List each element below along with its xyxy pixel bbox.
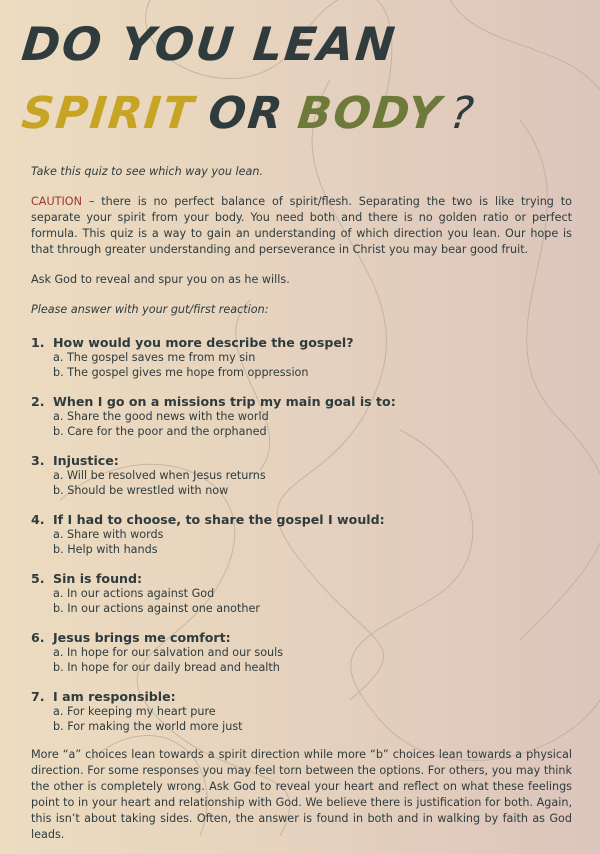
caution-text: – there is no perfect balance of spirit/flesh. Separating the two is like trying to separate your spirit from your body. You need both and there is no golden ratio or perfect formula. This quiz is a way to gain an understanding of which direction you lean. Our hope is that through greater understanding and perseverance in Christ you may bear good fruit.: [31, 195, 572, 256]
caution-paragraph: [31, 194, 572, 258]
title-line-1: DO YOU LEAN: [19, 17, 400, 71]
answer-b: b. For making the world more just: [53, 719, 243, 733]
answer-b: b. The gospel gives me hope from oppression: [53, 365, 309, 379]
question-number: 7.: [31, 689, 45, 704]
question-number: 6.: [31, 630, 45, 645]
title-spirit: SPIRIT: [19, 88, 198, 139]
question-number: 3.: [31, 453, 45, 468]
question-number: 5.: [31, 571, 45, 586]
question-7: [31, 688, 572, 734]
answer-a: a. For keeping my heart pure: [53, 705, 216, 718]
title: [19, 14, 582, 144]
caution-label: CAUTION: [31, 195, 82, 208]
question-number: 1.: [31, 335, 45, 350]
title-question-mark: ?: [447, 88, 478, 139]
title-or: OR: [205, 88, 287, 139]
answer-a: a. In our actions against God: [53, 587, 215, 600]
answer-b: b. In hope for our daily bread and health: [53, 660, 280, 674]
question-text: Sin is found:: [53, 571, 143, 586]
question-1: [31, 334, 572, 380]
answer-b: b. Care for the poor and the orphaned: [53, 424, 267, 438]
answer-b: b. Should be wrestled with now: [53, 483, 229, 497]
answer-b: b. Help with hands: [53, 542, 158, 556]
closing-paragraph: More “a” choices lean towards a spirit direction while more “b” choices lean towards a physical direction. For some responses you may feel torn between the options. For others, you may think the other is completely wrong. Ask God to reveal your heart and reflect on what these feelings point to in your heart and relationship with God. We believe there is justification for both. Again, this isn’t about taking sides. Often, the answer is found in both and in walking by faith as God leads.: [31, 748, 572, 841]
please-text: Please answer with your gut/first reaction:: [31, 303, 269, 316]
quiz-content: [31, 164, 572, 854]
title-line-2: [19, 84, 585, 144]
question-4: [31, 511, 572, 557]
intro-text: Take this quiz to see which way you lean.: [31, 165, 264, 178]
answer-b: b. In our actions against one another: [53, 601, 260, 615]
ask-text: Ask God to reveal and spur you on as he wills.: [31, 273, 290, 286]
question-text: Injustice:: [53, 453, 119, 468]
question-6: [31, 629, 572, 675]
question-5: [31, 570, 572, 616]
question-text: When I go on a missions trip my main goal is to:: [53, 394, 396, 409]
answer-a: a. In hope for our salvation and our souls: [53, 646, 284, 659]
question-2: [31, 393, 572, 439]
question-3: [31, 452, 572, 498]
question-number: 2.: [31, 394, 45, 409]
title-body: BODY: [295, 88, 445, 139]
answer-a: a. Share with words: [53, 528, 164, 541]
answer-a: a. Share the good news with the world: [53, 410, 269, 423]
question-number: 4.: [31, 512, 45, 527]
question-text: If I had to choose, to share the gospel I would:: [53, 512, 385, 527]
question-text: How would you more describe the gospel?: [53, 335, 354, 350]
answer-a: a. The gospel saves me from my sin: [53, 351, 256, 364]
question-text: Jesus brings me comfort:: [53, 630, 231, 645]
question-text: I am responsible:: [53, 689, 176, 704]
answer-a: a. Will be resolved when Jesus returns: [53, 469, 266, 482]
